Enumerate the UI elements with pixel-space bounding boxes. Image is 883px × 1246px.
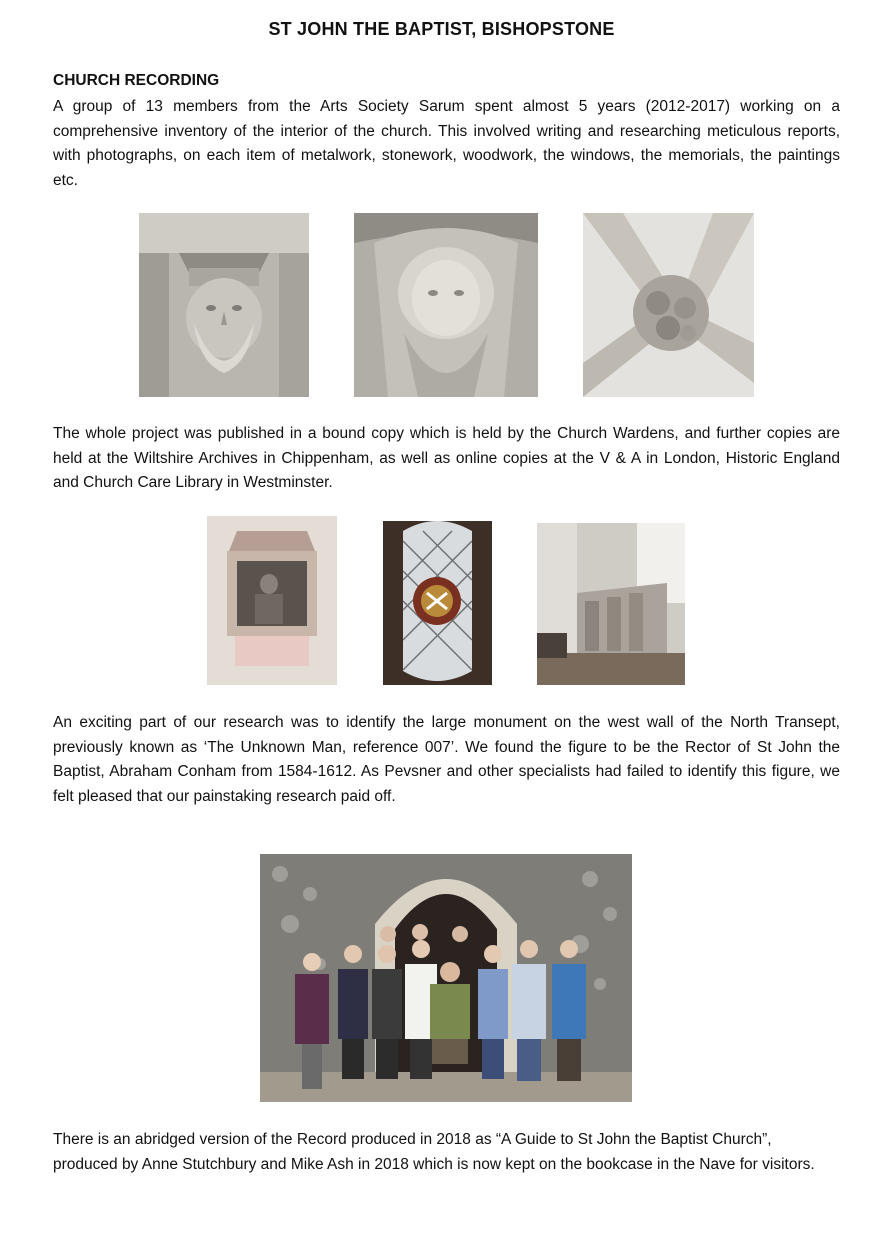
- intro-paragraph: A group of 13 members from the Arts Society Sarum spent almost 5 years (2012-2017) working on a comprehensive inventory of the interior of the church. This involved writing and researching meticulous reports, with photographs, on each item of metalwork, stonework, woodwork, the windows, the memorials, the paintings etc.: [53, 98, 840, 189]
- wall-memorial-photo: [207, 516, 337, 685]
- section-heading: CHURCH RECORDING: [53, 72, 220, 89]
- guide-paragraph: There is an abridged version of the Record produced in 2018 as “A Guide to St John the Baptist Church”, produced by Anne Stutchbury and Mike Ash in 2018 which is now kept on the bookcase in the Nave for visitors.: [53, 1131, 815, 1173]
- roof-boss-photo: [583, 213, 754, 397]
- publication-paragraph: The whole project was published in a bound copy which is held by the Church Wardens, and further copies are held at the Wiltshire Archives in Chippenham, as well as online copies at the V & A in London, Historic England and Church Care Library in Westminster.: [53, 425, 840, 491]
- corbel-woman-head-photo: [354, 213, 538, 397]
- page-title: ST JOHN THE BAPTIST, BISHOPSTONE: [268, 19, 615, 39]
- group-photo: [260, 854, 632, 1102]
- corbel-bearded-man-photo: [139, 213, 309, 397]
- stained-glass-window-photo: [383, 521, 492, 685]
- monument-paragraph: An exciting part of our research was to identify the large monument on the west wall of the North Transept, previously known as ‘The Unknown Man, reference 007’. We found the figure to be the Rector of St John the Baptist, Abraham Conham from 1584-1612. As Pevsner and other specialists had failed to identify this figure, we felt pleased that our painstaking research paid off.: [53, 714, 840, 805]
- monument-interior-photo: [537, 523, 685, 685]
